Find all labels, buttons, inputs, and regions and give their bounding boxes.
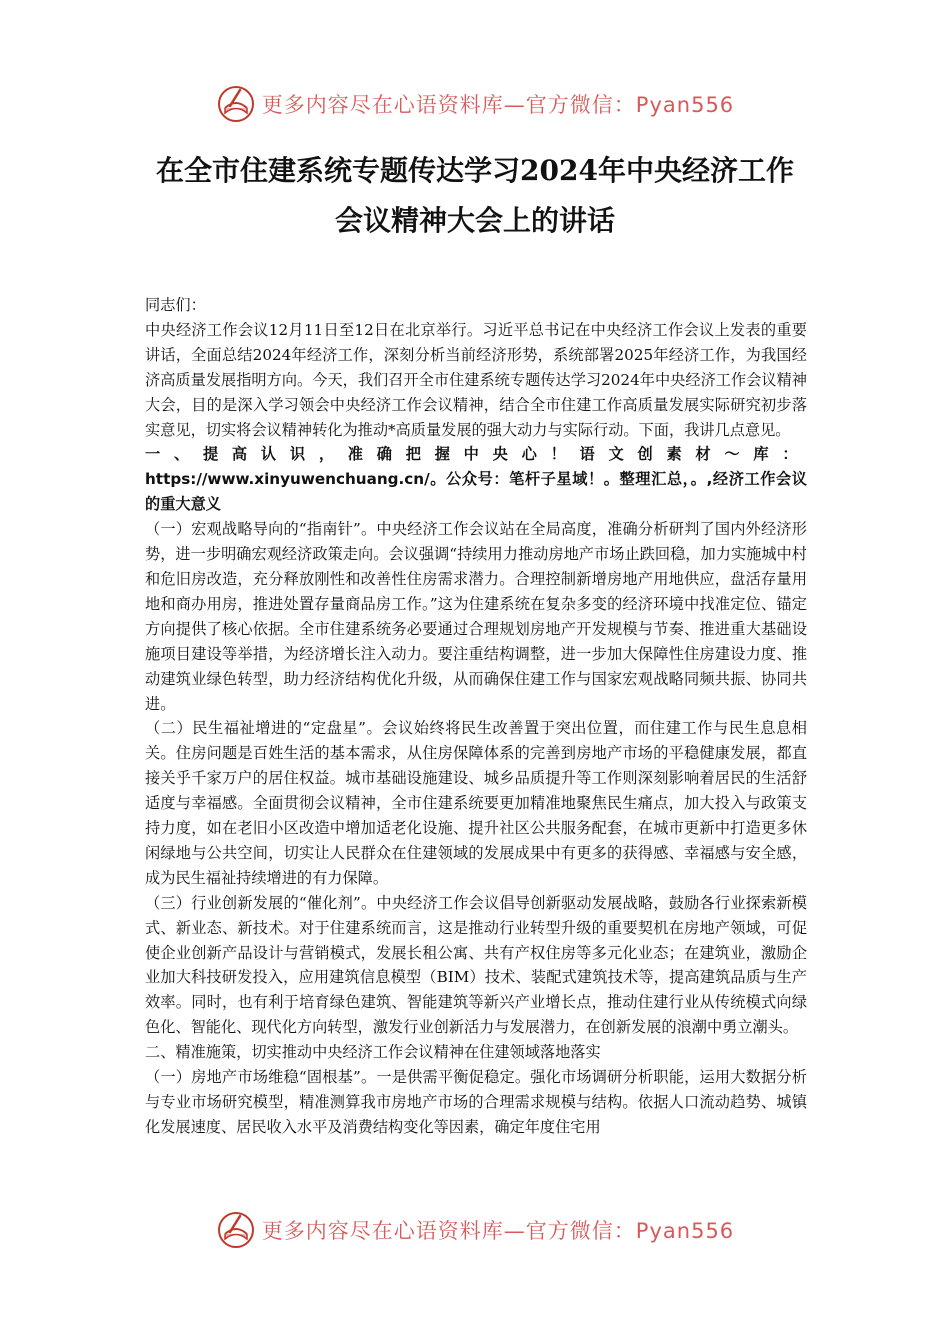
paragraph-1: （一）宏观战略导向的“指南针”。中央经济工作会议站在全局高度，准确分析研判了国内外经济形势，进一步明确宏观经济政策走向。会议强调“持续用力推动房地产市场止跌回稳，加力实施城中村和危旧房改造，充分释放刚性和改善性住房需求潜力。合理控制新增房地产用地供应，盘活存量用地和商办用房，推进处置存量商品房工作。”这为住建系统在复杂多变的经济环境中找准定位、锚定方向提供了核心依据。全市住建系统务必要通过合理规划房地产开发规模与节奏、推进重大基础设施项目建设等举措，为经济增长注入动力。要注重结构调整，进一步加大保障性住房建设力度、推动建筑业绿色转型，助力经济结构优化升级，从而确保住建工作与国家宏观战略同频共振、协同共进。 [145,520,807,713]
title-line-1: 在全市住建系统专题传达学习2024年中央经济工作 [156,154,794,187]
banner-text: 更多内容尽在心语资料库—官方微信：Pyan556 [261,1219,735,1243]
paragraph-4: （一）房地产市场维稳“固根基”。一是供需平衡促稳定。强化市场调研分析职能，运用大数据分析与专业市场研究模型，精准测算我市房地产市场的合理需求规模与结构。依据人口流动趋势、城镇化发展速度、居民收入水平及消费结构变化等因素，确定年度住宅用 [145,1068,807,1136]
book-quill-icon [216,1210,256,1250]
paragraph-3: （三）行业创新发展的“催化剂”。中央经济工作会议倡导创新驱动发展战略，鼓励各行业探索新模式、新业态、新技术。对于住建系统而言，这是推动行业转型升级的重要契机在房地产领域，可促使企业创新产品设计与营销模式，发展长租公寓、共有产权住房等多元化业态；在建筑业，激励企业加大科技研发投入，应用建筑信息模型（BIM）技术、装配式建筑技术等，提高建筑品质与生产效率。同时，也有利于培育绿色建筑、智能建筑等新兴产业增长点，推动住建行业从传统模式向绿色化、智能化、现代化方向转型，激发行业创新活力与发展潜力，在创新发展的浪潮中勇立潮头。 [145,893,807,1037]
intro-paragraph: 中央经济工作会议12月11日至12日在北京举行。习近平总书记在中央经济工作会议上发表的重要讲话，全面总结2024年经济工作，深刻分析当前经济形势，系统部署2025年经济工作，为我国经济高质量发展指明方向。今天，我们召开全市住建系统专题传达学习2024年中央经济工作会议精神大会，目的是深入学习领会中央经济工作会议精神，结合全市住建工作高质量发展实际研究初步落实意见，切实将会议精神转化为推动*高质量发展的强大动力与实际行动。下面，我讲几点意见。 [145,320,807,439]
section-heading-2: 二、精准施策，切实推动中央经济工作会议精神在住建领域落地落实 [145,1043,601,1062]
document-title [0,146,950,246]
title-line-2: 会议精神大会上的讲话 [334,204,615,237]
header-banner [0,82,950,126]
banner-text: 更多内容尽在心语资料库—官方微信：Pyan556 [261,93,735,117]
paragraph-2: （二）民生福祉增进的“定盘星”。会议始终将民生改善置于突出位置，而住建工作与民生息息相关。住房问题是百姓生活的基本需求，从住房保障体系的完善到房地产市场的平稳健康发展，都直接关乎千家万户的居住权益。城市基础设施建设、城乡品质提升等工作则深刻影响着居民的生活舒适度与幸福感。全面贯彻会议精神，全市住建系统要更加精准地聚焦民生痛点，加大投入与政策支持力度，如在老旧小区改造中增加适老化设施、提升社区公共服务配套，在城市更新中打造更多休闲绿地与公共空间，切实让人民群众在住建领域的发展成果中有更多的获得感、幸福感与安全感，成为民生福祉持续增进的有力保障。 [145,719,807,887]
book-quill-icon [216,84,256,124]
footer-banner [0,1208,950,1252]
section-heading-1 [145,442,807,517]
section-heading-1-part-b: https://www.xinyuwenchuang.cn/。公众号：笔杆子星域！。整理汇总，。,经济工作会议的重大意义 [145,470,807,514]
section-heading-1-part-a: 一、提高认识，准确把握中央心！语文创素材～库： [145,445,807,464]
greeting: 同志们： [145,296,206,314]
document-body [145,293,807,1140]
